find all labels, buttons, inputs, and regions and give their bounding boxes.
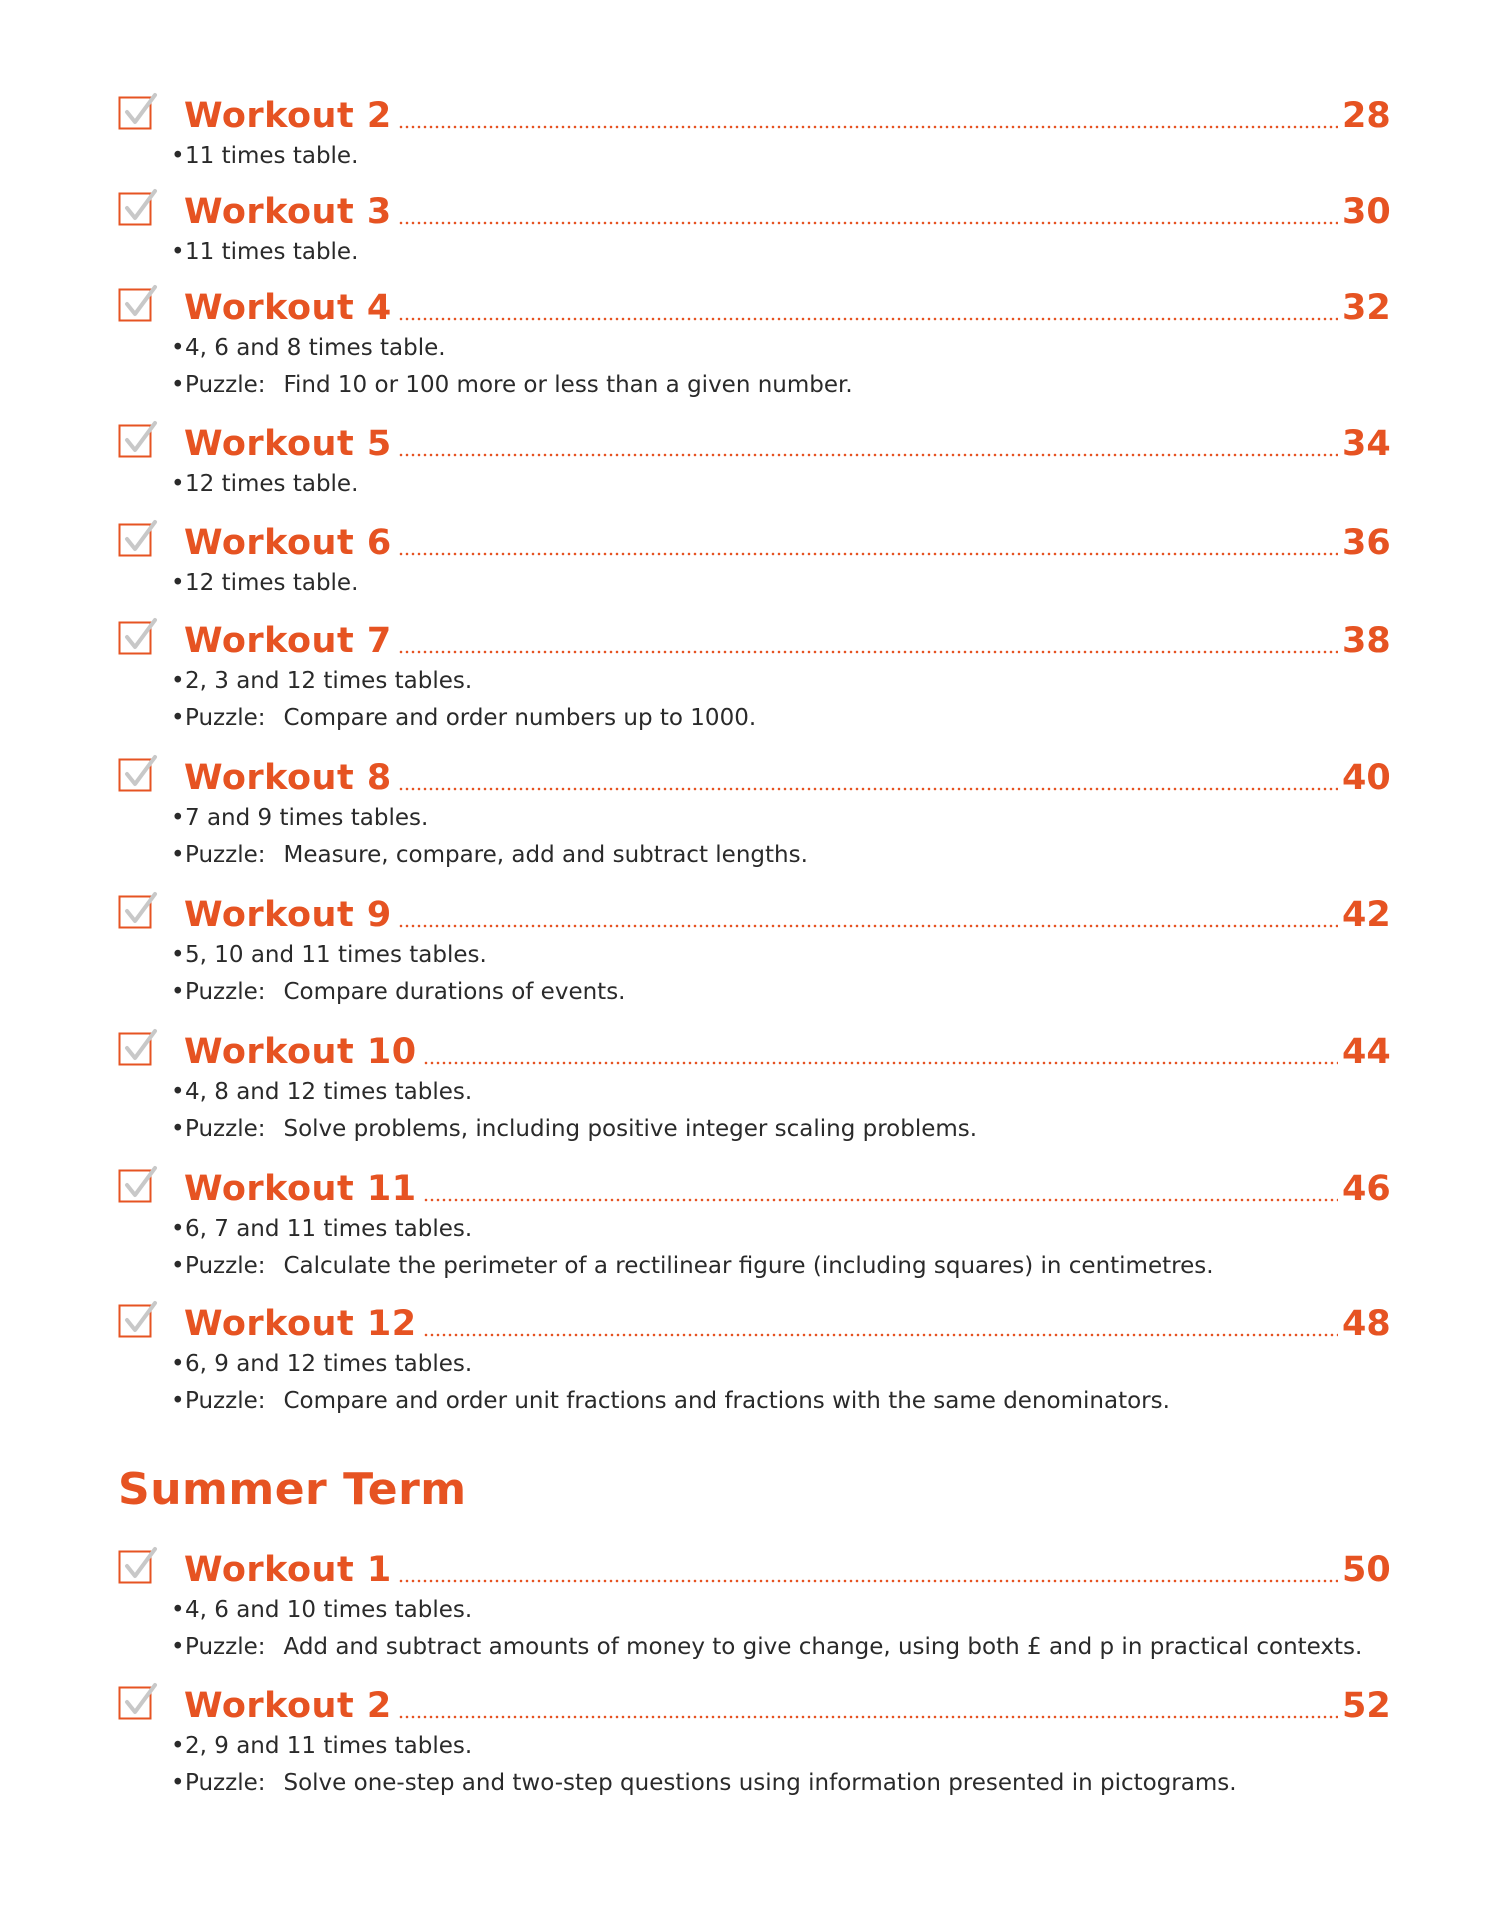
entry-page-number: 36	[1342, 523, 1391, 563]
entry-heading-row	[118, 278, 1391, 330]
dotted-leader	[398, 787, 1338, 791]
bullet-text: 7 and 9 times tables.	[185, 805, 429, 831]
checkbox-icon[interactable]	[118, 1028, 158, 1068]
entry-bullet-list	[171, 466, 1388, 503]
bullet-item	[171, 330, 1388, 367]
bullet-dot: •	[171, 1634, 185, 1660]
dotted-leader	[398, 317, 1338, 321]
bullet-text: 4, 6 and 10 times tables.	[185, 1597, 473, 1623]
entry-title: Workout 4	[184, 288, 392, 328]
puzzle-label: Puzzle:	[185, 1116, 266, 1142]
bullet-text: 5, 10 and 11 times tables.	[185, 942, 487, 968]
bullet-text: 4, 8 and 12 times tables.	[185, 1079, 473, 1105]
entry-title: Workout 2	[184, 1686, 392, 1726]
bullet-item	[171, 663, 1388, 700]
dotted-leader	[398, 552, 1338, 556]
entry-page-number: 44	[1342, 1032, 1391, 1072]
bullet-dot: •	[171, 668, 185, 694]
bullet-dot: •	[171, 1597, 185, 1623]
entry-checkbox[interactable]	[118, 1028, 158, 1068]
bullet-dot: •	[171, 570, 185, 596]
entry-checkbox[interactable]	[118, 754, 158, 794]
bullet-text: 2, 3 and 12 times tables.	[185, 668, 473, 694]
entry-heading-row	[118, 414, 1391, 466]
checkbox-icon[interactable]	[118, 1300, 158, 1340]
entry-heading-row	[118, 885, 1391, 937]
bullet-dot: •	[171, 372, 185, 398]
bullet-dot: •	[171, 705, 185, 731]
entry-title: Workout 1	[184, 1550, 392, 1590]
puzzle-text: Solve one-step and two-step questions using information presented in pictograms.	[283, 1770, 1237, 1796]
contents-entry	[118, 1022, 1391, 1148]
entry-heading-row	[118, 182, 1391, 234]
entry-heading-row	[118, 1022, 1391, 1074]
entry-bullet-list	[171, 1074, 1388, 1148]
bullet-dot: •	[171, 979, 185, 1005]
bullet-dot: •	[171, 1216, 185, 1242]
entry-heading-row	[118, 1294, 1391, 1346]
puzzle-item	[171, 837, 1388, 874]
entry-checkbox[interactable]	[118, 617, 158, 657]
bullet-dot: •	[171, 1388, 185, 1414]
bullet-dot: •	[171, 1253, 185, 1279]
contents-entry	[118, 611, 1391, 737]
dotted-leader	[398, 924, 1338, 928]
entry-checkbox[interactable]	[118, 92, 158, 132]
contents-entry	[118, 513, 1391, 602]
entry-bullet-list	[171, 330, 1388, 404]
bullet-item	[171, 138, 1388, 175]
dotted-leader	[398, 125, 1338, 129]
entry-page-number: 32	[1342, 288, 1391, 328]
bullet-dot: •	[171, 1351, 185, 1377]
entry-page-number: 50	[1342, 1550, 1391, 1590]
puzzle-label: Puzzle:	[185, 1253, 266, 1279]
entry-heading-row	[118, 86, 1391, 138]
checkbox-icon[interactable]	[118, 519, 158, 559]
bullet-dot: •	[171, 842, 185, 868]
entry-bullet-list	[171, 663, 1388, 737]
dotted-leader	[398, 650, 1338, 654]
bullet-item	[171, 565, 1388, 602]
puzzle-text: Solve problems, including positive integer scaling problems.	[283, 1116, 978, 1142]
bullet-dot: •	[171, 1116, 185, 1142]
contents-entry	[118, 182, 1391, 271]
entry-page-number: 48	[1342, 1304, 1391, 1344]
puzzle-text: Compare and order numbers up to 1000.	[283, 705, 757, 731]
puzzle-label: Puzzle:	[185, 1388, 266, 1414]
entry-bullet-list	[171, 138, 1388, 175]
bullet-text: 6, 7 and 11 times tables.	[185, 1216, 473, 1242]
entry-title: Workout 3	[184, 192, 392, 232]
bullet-item	[171, 1592, 1388, 1629]
bullet-dot: •	[171, 239, 185, 265]
bullet-text: 11 times table.	[185, 143, 359, 169]
puzzle-label: Puzzle:	[185, 372, 266, 398]
puzzle-item	[171, 1765, 1388, 1802]
puzzle-item	[171, 1248, 1388, 1285]
entry-bullet-list	[171, 1592, 1388, 1666]
entry-bullet-list	[171, 565, 1388, 602]
puzzle-text: Measure, compare, add and subtract lengths.	[283, 842, 808, 868]
section-title-summer-term: Summer Term	[118, 1464, 467, 1515]
bullet-dot: •	[171, 143, 185, 169]
puzzle-text: Compare and order unit fractions and fractions with the same denominators.	[283, 1388, 1170, 1414]
entry-page-number: 42	[1342, 895, 1391, 935]
bullet-item	[171, 234, 1388, 271]
puzzle-item	[171, 700, 1388, 737]
contents-entry	[118, 86, 1391, 175]
bullet-item	[171, 466, 1388, 503]
entry-heading-row	[118, 611, 1391, 663]
bullet-dot: •	[171, 805, 185, 831]
bullet-item	[171, 800, 1388, 837]
dotted-leader	[398, 1715, 1338, 1719]
entry-page-number: 30	[1342, 192, 1391, 232]
entry-bullet-list	[171, 234, 1388, 271]
puzzle-label: Puzzle:	[185, 842, 266, 868]
entry-bullet-list	[171, 1728, 1388, 1802]
entry-bullet-list	[171, 937, 1388, 1011]
contents-entry	[118, 414, 1391, 503]
entry-title: Workout 12	[184, 1304, 417, 1344]
entry-heading-row	[118, 1159, 1391, 1211]
entry-title: Workout 7	[184, 621, 392, 661]
entry-bullet-list	[171, 800, 1388, 874]
entry-title: Workout 8	[184, 758, 392, 798]
puzzle-item	[171, 974, 1388, 1011]
bullet-dot: •	[171, 471, 185, 497]
entry-heading-row	[118, 1540, 1391, 1592]
entry-title: Workout 2	[184, 96, 392, 136]
puzzle-text: Compare durations of events.	[283, 979, 626, 1005]
checkbox-icon[interactable]	[118, 284, 158, 324]
bullet-text: 4, 6 and 8 times table.	[185, 335, 446, 361]
entry-checkbox[interactable]	[118, 1165, 158, 1205]
checkbox-icon[interactable]	[118, 617, 158, 657]
entry-heading-row	[118, 1676, 1391, 1728]
bullet-dot: •	[171, 1770, 185, 1796]
entry-checkbox[interactable]	[118, 188, 158, 228]
entry-page-number: 52	[1342, 1686, 1391, 1726]
contents-entry	[118, 1159, 1391, 1285]
dotted-leader	[398, 453, 1338, 457]
puzzle-label: Puzzle:	[185, 1770, 266, 1796]
entry-checkbox[interactable]	[118, 519, 158, 559]
dotted-leader	[423, 1198, 1338, 1202]
entry-title: Workout 9	[184, 895, 392, 935]
entry-checkbox[interactable]	[118, 420, 158, 460]
puzzle-item	[171, 1629, 1388, 1666]
puzzle-item	[171, 367, 1388, 404]
entry-page-number: 34	[1342, 424, 1391, 464]
entry-page-number: 46	[1342, 1169, 1391, 1209]
entry-title: Workout 10	[184, 1032, 417, 1072]
puzzle-label: Puzzle:	[185, 979, 266, 1005]
puzzle-label: Puzzle:	[185, 705, 266, 731]
checkbox-icon[interactable]	[118, 92, 158, 132]
contents-entry	[118, 885, 1391, 1011]
puzzle-item	[171, 1383, 1388, 1420]
checkbox-icon[interactable]	[118, 188, 158, 228]
checkbox-icon[interactable]	[118, 1546, 158, 1586]
entry-page-number: 28	[1342, 96, 1391, 136]
entry-checkbox[interactable]	[118, 891, 158, 931]
entry-checkbox[interactable]	[118, 1682, 158, 1722]
puzzle-item	[171, 1111, 1388, 1148]
checkbox-icon[interactable]	[118, 420, 158, 460]
bullet-dot: •	[171, 942, 185, 968]
entry-checkbox[interactable]	[118, 1546, 158, 1586]
puzzle-text: Find 10 or 100 more or less than a given number.	[283, 372, 853, 398]
contents-entry	[118, 748, 1391, 874]
entry-bullet-list	[171, 1346, 1388, 1420]
bullet-item	[171, 937, 1388, 974]
dotted-leader	[398, 221, 1338, 225]
dotted-leader	[423, 1333, 1338, 1337]
bullet-text: 12 times table.	[185, 570, 359, 596]
entry-title: Workout 5	[184, 424, 392, 464]
checkbox-icon[interactable]	[118, 1682, 158, 1722]
bullet-item	[171, 1728, 1388, 1765]
contents-entry	[118, 1540, 1391, 1666]
bullet-dot: •	[171, 1079, 185, 1105]
dotted-leader	[398, 1579, 1338, 1583]
entry-bullet-list	[171, 1211, 1388, 1285]
bullet-text: 6, 9 and 12 times tables.	[185, 1351, 473, 1377]
contents-entry	[118, 278, 1391, 404]
entry-heading-row	[118, 748, 1391, 800]
bullet-text: 12 times table.	[185, 471, 359, 497]
bullet-text: 2, 9 and 11 times tables.	[185, 1733, 473, 1759]
bullet-text: 11 times table.	[185, 239, 359, 265]
dotted-leader	[423, 1061, 1338, 1065]
checkbox-icon[interactable]	[118, 1165, 158, 1205]
bullet-item	[171, 1074, 1388, 1111]
entry-checkbox[interactable]	[118, 284, 158, 324]
bullet-item	[171, 1346, 1388, 1383]
entry-title: Workout 11	[184, 1169, 417, 1209]
entry-page-number: 40	[1342, 758, 1391, 798]
checkbox-icon[interactable]	[118, 754, 158, 794]
contents-entry	[118, 1676, 1391, 1802]
bullet-item	[171, 1211, 1388, 1248]
entry-page-number: 38	[1342, 621, 1391, 661]
puzzle-label: Puzzle:	[185, 1634, 266, 1660]
entry-title: Workout 6	[184, 523, 392, 563]
puzzle-text: Calculate the perimeter of a rectilinear figure (including squares) in centimetres.	[283, 1253, 1214, 1279]
entry-heading-row	[118, 513, 1391, 565]
puzzle-text: Add and subtract amounts of money to give change, using both £ and p in practical contexts.	[283, 1634, 1363, 1660]
entry-checkbox[interactable]	[118, 1300, 158, 1340]
bullet-dot: •	[171, 1733, 185, 1759]
checkbox-icon[interactable]	[118, 891, 158, 931]
bullet-dot: •	[171, 335, 185, 361]
contents-entry	[118, 1294, 1391, 1420]
